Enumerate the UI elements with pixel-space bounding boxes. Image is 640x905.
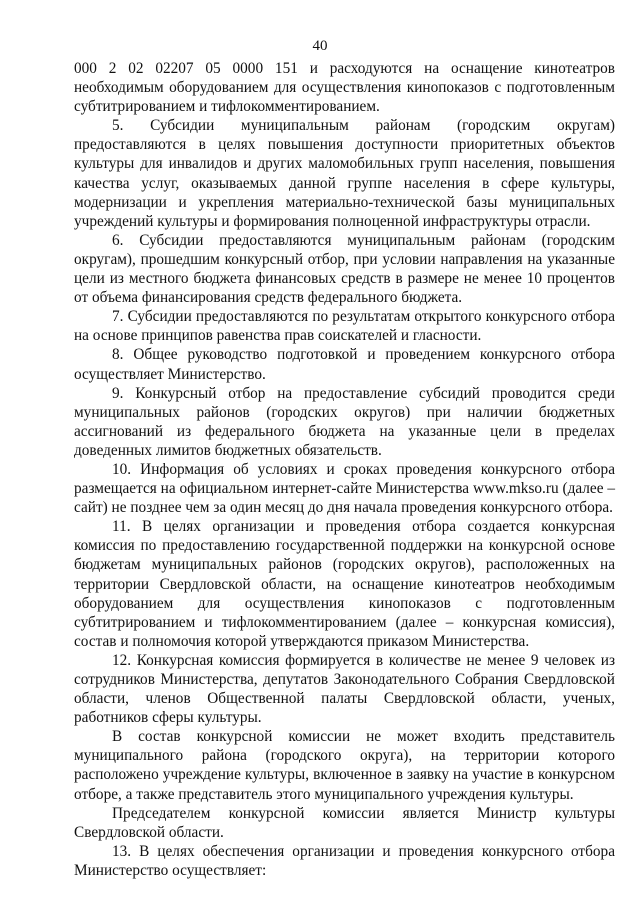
paragraph-5: 5. Субсидии муниципальным районам (городским округам) предоставляются в целях повышения доступности приоритетных объектов культуры для инвалидов и других маломобильных групп населения, повышения качества услуг, оказываемых данной группе населения в сфере культуры, модернизации и укрепления материально-технической базы муниципальных учреждений культуры и формирования полноценной инфраструктуры отрасли. <box>74 117 615 230</box>
paragraph-12-chairman: Председателем конкурсной комиссии является Министр культуры Свердловской области. <box>74 804 615 841</box>
paragraph-12: 12. Конкурсная комиссия формируется в количестве не менее 9 человек из сотрудников Министерства, депутатов Законодательного Собрания Свердловской области, членов Общественной палаты Свердловской области, ученых, работников сферы культуры. <box>74 651 615 727</box>
page-number: 40 <box>312 38 328 54</box>
paragraph-10: 10. Информация об условиях и сроках проведения конкурсного отбора размещается на официальном интернет-сайте Министерства www.mkso.ru (далее – сайт) не позднее чем за один месяц до дня начала проведения конкурсного отбора. <box>74 460 615 517</box>
paragraph-continuation: 000 2 02 02207 05 0000 151 и расходуются на оснащение кинотеатров необходимым оборудованием для осуществления кинопоказов с подготовленным субтитрированием и тифлокомментированием. <box>74 60 615 116</box>
paragraph-6: 6. Субсидии предоставляются муниципальным районам (городским округам), прошедшим конкурсный отбор, при условии направления на указанные цели из местного бюджета финансовых средств в размере не менее 10 процентов от объема финансирования средств федерального бюджета. <box>74 231 615 307</box>
paragraph-9: 9. Конкурсный отбор на предоставление субсидий проводится среди муниципальных районов (городских округов) при наличии бюджетных ассигнований из федерального бюджета на указанные цели в пределах доведенных лимитов бюджетных обязательств. <box>74 384 615 459</box>
paragraph-8: 8. Общее руководство подготовкой и проведением конкурсного отбора осуществляет Министерство. <box>74 346 615 383</box>
document-body <box>74 59 615 880</box>
paragraph-12-composition: В состав конкурсной комиссии не может входить представитель муниципального района (городского округа), на территории которого расположено учреждение культуры, включенное в заявку на участие в конкурсном отборе, а также представитель этого муниципального учреждения культуры. <box>74 728 615 803</box>
paragraph-13: 13. В целях обеспечения организации и проведения конкурсного отбора Министерство осуществляет: <box>74 842 615 879</box>
paragraph-7: 7. Субсидии предоставляются по результатам открытого конкурсного отбора на основе принципов равенства прав соискателей и гласности. <box>74 308 615 345</box>
paragraph-11: 11. В целях организации и проведения отбора создается конкурсная комиссия по предоставлению государственной поддержки на конкурсной основе бюджетам муниципальных районов (городских округов), расположенных на территории Свердловской области, на оснащение кинотеатров необходимым оборудованием для осуществления кинопоказов с подготовленным субтитрированием и тифлокомментированием (далее – конкурсная комиссия), состав и полномочия которой утверждаются приказом Министерства. <box>74 518 615 650</box>
